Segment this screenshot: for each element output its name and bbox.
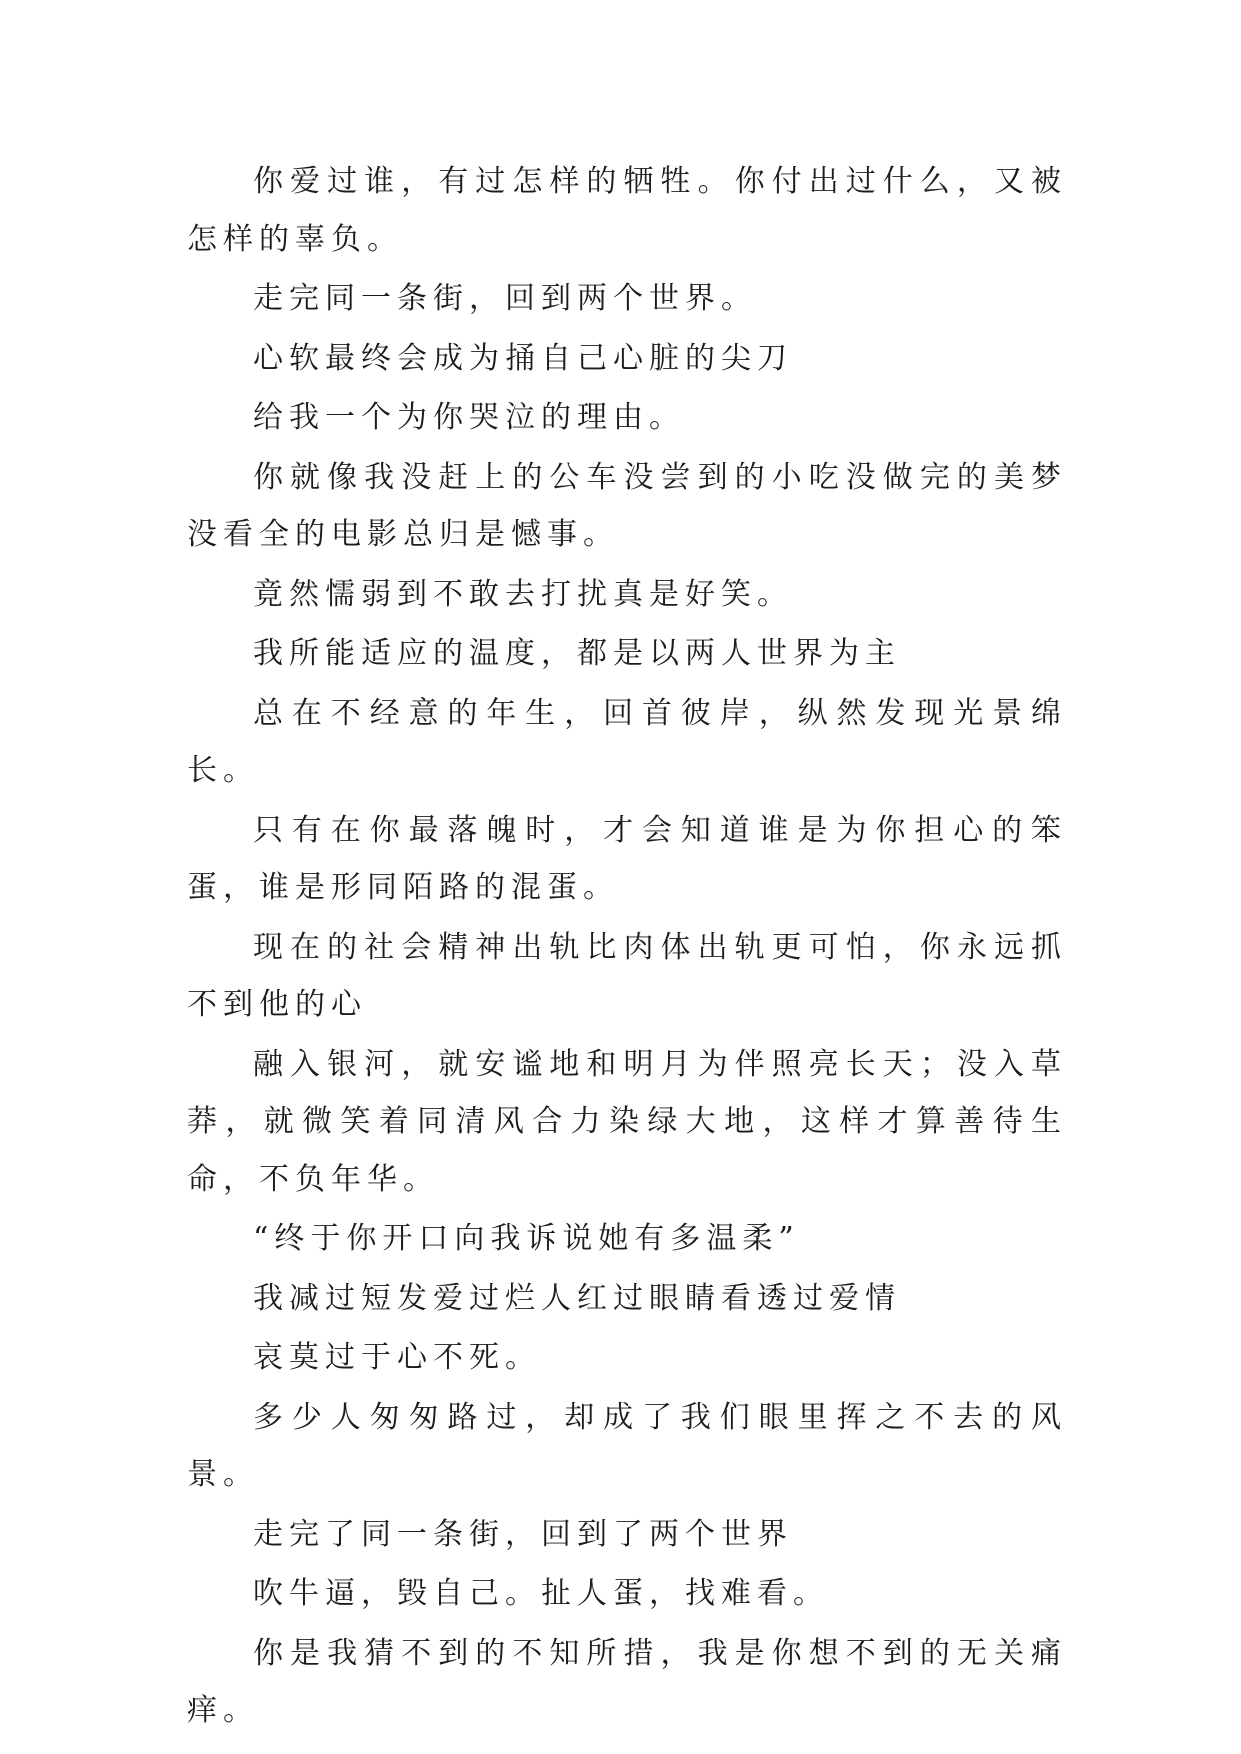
paragraph: 我减过短发爱过烂人红过眼睛看透过爱情 <box>253 1280 901 1316</box>
paragraph: 哀莫过于心不死。 <box>253 1340 541 1375</box>
paragraph: 总在不经意的年生，回首彼岸，纵然发现光景绵长。 <box>187 695 1067 788</box>
paragraph: 给我一个为你哭泣的理由。 <box>253 400 685 435</box>
paragraph: 融入银河，就安谧地和明月为伴照亮长天；没入草莽，就微笑着同清风合力染绿大地，这样才算善待生命，不负年华。 <box>187 1046 1067 1197</box>
paragraph: 你是我猜不到的不知所措，我是你想不到的无关痛痒。 <box>187 1635 1067 1728</box>
document-body <box>187 153 1067 1742</box>
paragraph: 只有在你最落魄时，才会知道谁是为你担心的笨蛋，谁是形同陌路的混蛋。 <box>187 812 1067 905</box>
paragraph: 竟然懦弱到不敢去打扰真是好笑。 <box>253 576 793 612</box>
paragraph: 你就像我没赶上的公车没尝到的小吃没做完的美梦没看全的电影总归是憾事。 <box>187 459 1067 552</box>
paragraph: 走完了同一条街，回到了两个世界 <box>253 1516 793 1552</box>
paragraph: 我所能适应的温度，都是以两人世界为主 <box>253 636 901 671</box>
paragraph: 走完同一条街，回到两个世界。 <box>253 281 757 316</box>
paragraph: 你爱过谁，有过怎样的牺牲。你付出过什么，又被怎样的辜负。 <box>187 164 1067 257</box>
paragraph: “终于你开口向我诉说她有多温柔” <box>253 1221 800 1256</box>
paragraph: 多少人匆匆路过，却成了我们眼里挥之不去的风景。 <box>187 1399 1067 1492</box>
paragraph: 心软最终会成为捅自己心脏的尖刀 <box>253 340 793 376</box>
paragraph: 现在的社会精神出轨比肉体出轨更可怕，你永远抓不到他的心 <box>187 929 1067 1022</box>
paragraph: 吹牛逼，毁自己。扯人蛋，找难看。 <box>253 1576 829 1611</box>
